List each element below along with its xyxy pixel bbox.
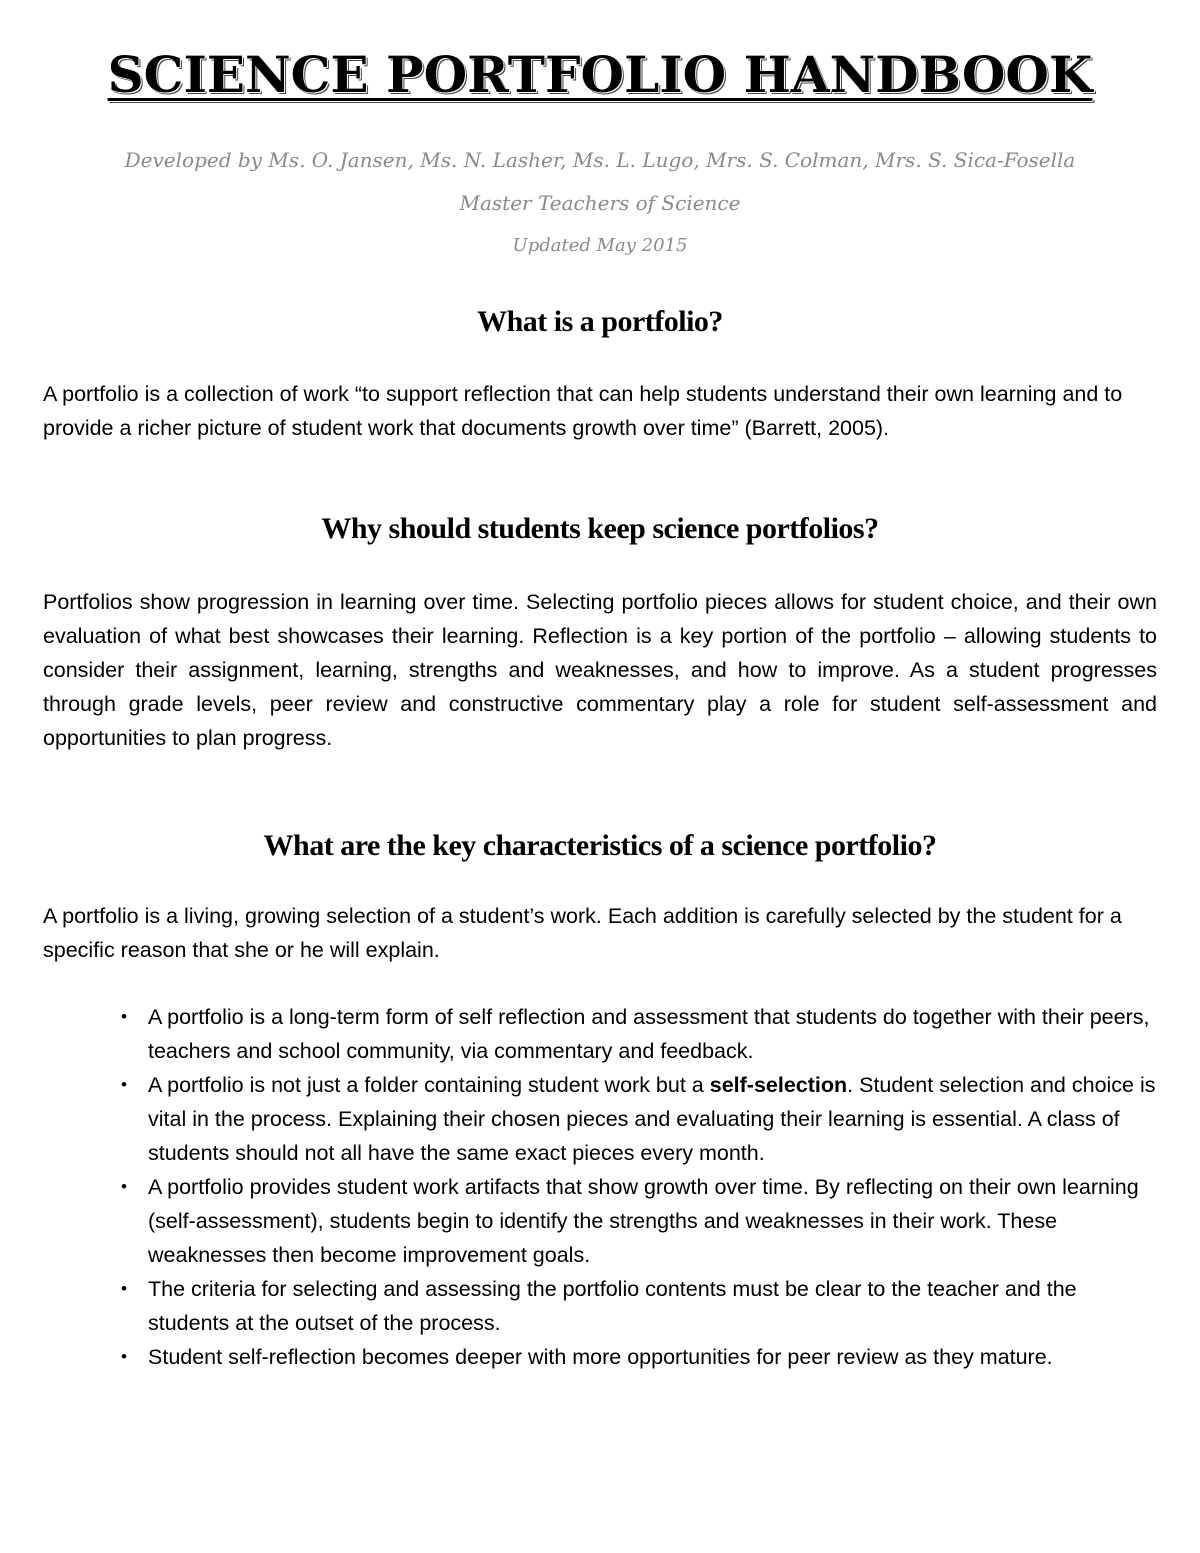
list-item-text: A portfolio is a long-term form of self reflection and assessment that students do together with their peers, teachers and school community, via commentary and feedback. bbox=[148, 1005, 1150, 1063]
section-body-what-is: A portfolio is a collection of work “to support reflection that can help students understand their own learning and to provide a richer picture of student work that documents growth over time” (Barrett, 2005). bbox=[43, 382, 1123, 440]
list-item bbox=[110, 1000, 1160, 1068]
section-heading-what-is: What is a portfolio? bbox=[477, 305, 723, 338]
list-item bbox=[110, 1170, 1160, 1272]
list-item-text: The criteria for selecting and assessing the portfolio contents must be clear to the teacher and the students at the outset of the process. bbox=[148, 1277, 1077, 1335]
section-body-why: Portfolios show progression in learning over time. Selecting portfolio pieces allows for student choice, and their own evaluation of what best showcases their learning. Reflection is a key portion of the portfolio – allowing students to consider their assignment, learning, strengths and weaknesses, and how to improve. As a student progresses through grade levels, peer review and constructive commentary play a role for student self-assessment and opportunities to plan progress. bbox=[43, 590, 1157, 750]
updated-date: Updated May 2015 bbox=[512, 235, 688, 256]
list-item-text: Student self-reflection becomes deeper with more opportunities for peer review as they mature. bbox=[148, 1345, 1053, 1369]
role-credit: Master Teachers of Science bbox=[459, 191, 741, 215]
list-item bbox=[110, 1068, 1160, 1170]
developers-credit: Developed by Ms. O. Jansen, Ms. N. Lasher, Ms. L. Lugo, Mrs. S. Colman, Mrs. S. Sica-Fosella bbox=[124, 148, 1076, 172]
section-heading-why: Why should students keep science portfolios? bbox=[321, 512, 879, 545]
section-heading-characteristics: What are the key characteristics of a science portfolio? bbox=[263, 829, 937, 862]
section-body-characteristics: A portfolio is a living, growing selection of a student’s work. Each addition is carefully selected by the student for a specific reason that she or he will explain. bbox=[43, 904, 1122, 962]
bullet-icon: • bbox=[121, 1007, 127, 1026]
bullet-icon: • bbox=[121, 1347, 127, 1366]
list-item-text-before: A portfolio is not just a folder containing student work but a bbox=[148, 1073, 710, 1097]
bullet-icon: • bbox=[121, 1279, 127, 1298]
bullet-icon: • bbox=[121, 1075, 127, 1094]
bullet-icon: • bbox=[121, 1177, 127, 1196]
list-item-text: A portfolio provides student work artifacts that show growth over time. By reflecting on their own learning (self-assessment), students begin to identify the strengths and weaknesses in their work. These weaknesses then become improvement goals. bbox=[148, 1175, 1139, 1267]
list-item bbox=[110, 1340, 1160, 1374]
list-item-bold-term: self-selection bbox=[709, 1073, 848, 1097]
list-item-text-after: . Student selection and choice is vital in the process. Explaining their chosen pieces and evaluating their learning is essential. A class of students should not all have the same exact pieces every month. bbox=[148, 1073, 1156, 1165]
document-title: SCIENCE PORTFOLIO HANDBOOK bbox=[107, 45, 1093, 104]
list-item bbox=[110, 1272, 1160, 1340]
characteristics-list bbox=[110, 1000, 1160, 1374]
